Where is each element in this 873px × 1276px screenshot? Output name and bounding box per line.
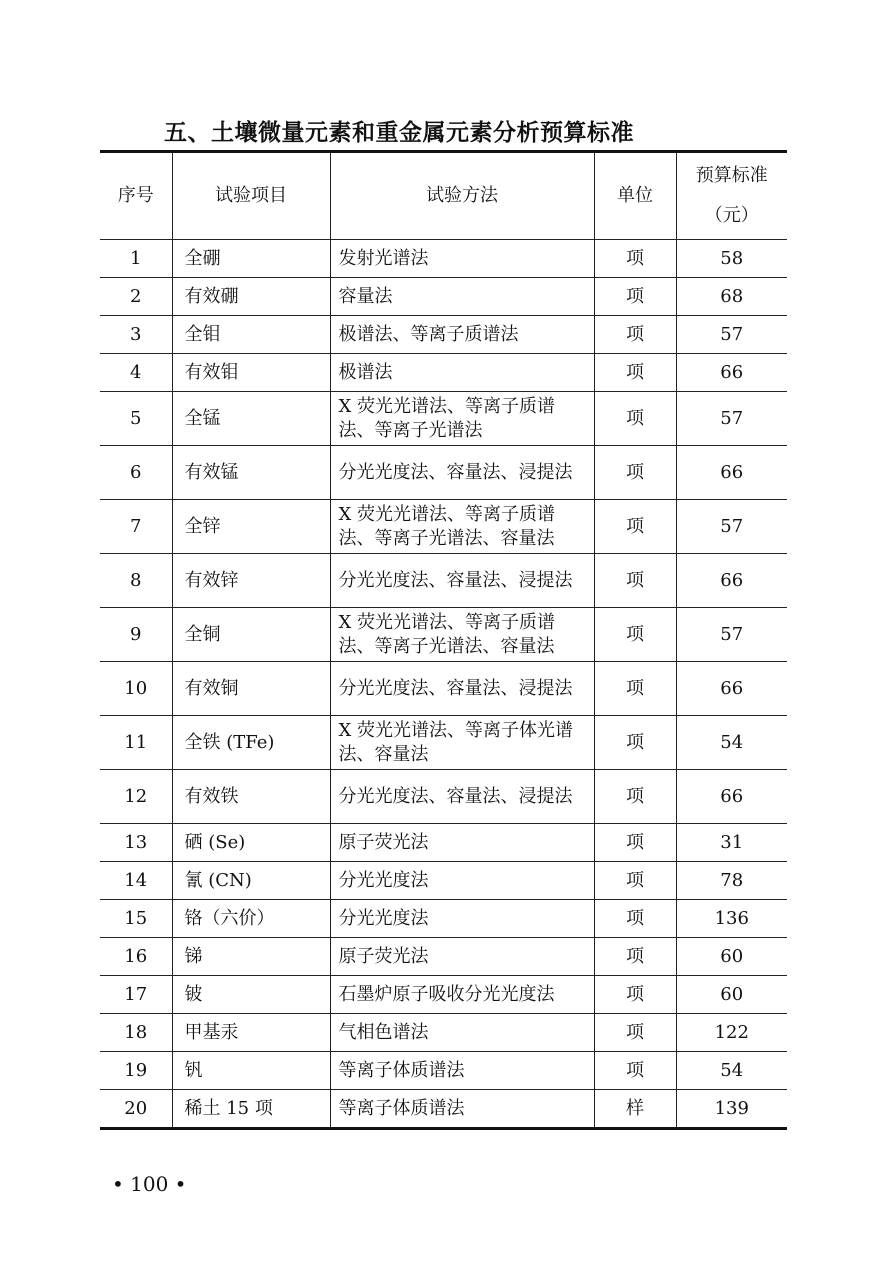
table-row (100, 662, 787, 716)
table-row (100, 392, 787, 446)
cell-method: X 荧光光谱法、等离子质谱法、等离子光谱法、容量法 (330, 500, 594, 554)
cell-no: 1 (100, 240, 172, 278)
cell-no: 14 (100, 862, 172, 900)
cell-item: 有效铁 (172, 770, 330, 824)
cell-item: 有效锌 (172, 554, 330, 608)
cell-unit: 项 (594, 770, 676, 824)
cell-price: 57 (676, 608, 787, 662)
cell-item: 锑 (172, 938, 330, 976)
table-row (100, 938, 787, 976)
cell-method: 分光光度法 (330, 862, 594, 900)
cell-item: 全硼 (172, 240, 330, 278)
cell-no: 8 (100, 554, 172, 608)
cell-price: 60 (676, 938, 787, 976)
cell-method: 分光光度法 (330, 900, 594, 938)
cell-unit: 项 (594, 1014, 676, 1052)
table-row (100, 1090, 787, 1129)
cell-no: 4 (100, 354, 172, 392)
cell-no: 18 (100, 1014, 172, 1052)
cell-no: 12 (100, 770, 172, 824)
cell-unit: 项 (594, 824, 676, 862)
cell-price: 66 (676, 770, 787, 824)
cell-item: 氰 (CN) (172, 862, 330, 900)
cell-method: 发射光谱法 (330, 240, 594, 278)
table-header-row (100, 152, 787, 240)
cell-method: X 荧光光谱法、等离子质谱法、等离子光谱法、容量法 (330, 608, 594, 662)
table-row (100, 554, 787, 608)
cell-no: 7 (100, 500, 172, 554)
cell-method: 原子荧光法 (330, 824, 594, 862)
cell-no: 19 (100, 1052, 172, 1090)
cell-price: 57 (676, 500, 787, 554)
table-row (100, 1052, 787, 1090)
table-row (100, 316, 787, 354)
cell-item: 全锰 (172, 392, 330, 446)
cell-method: 气相色谱法 (330, 1014, 594, 1052)
cell-unit: 项 (594, 976, 676, 1014)
table-row (100, 608, 787, 662)
cell-price: 66 (676, 446, 787, 500)
cell-method: X 荧光光谱法、等离子体光谱法、容量法 (330, 716, 594, 770)
cell-item: 钒 (172, 1052, 330, 1090)
table-row (100, 354, 787, 392)
cell-price: 31 (676, 824, 787, 862)
table-row (100, 500, 787, 554)
cell-price: 122 (676, 1014, 787, 1052)
table-row (100, 446, 787, 500)
cell-method: 原子荧光法 (330, 938, 594, 976)
table-row (100, 1014, 787, 1052)
cell-item: 甲基汞 (172, 1014, 330, 1052)
cell-method: 分光光度法、容量法、浸提法 (330, 770, 594, 824)
cell-item: 全铁 (TFe) (172, 716, 330, 770)
cell-item: 铬（六价） (172, 900, 330, 938)
cell-unit: 项 (594, 900, 676, 938)
cell-unit: 项 (594, 608, 676, 662)
cell-method: X 荧光光谱法、等离子质谱法、等离子光谱法 (330, 392, 594, 446)
cell-method: 分光光度法、容量法、浸提法 (330, 446, 594, 500)
table-row (100, 900, 787, 938)
cell-method: 等离子体质谱法 (330, 1052, 594, 1090)
cell-item: 稀土 15 项 (172, 1090, 330, 1129)
header-price-line2: （元） (704, 205, 759, 226)
cell-price: 54 (676, 716, 787, 770)
cell-unit: 项 (594, 354, 676, 392)
cell-price: 66 (676, 354, 787, 392)
cell-no: 10 (100, 662, 172, 716)
cell-unit: 项 (594, 938, 676, 976)
table-row (100, 976, 787, 1014)
cell-unit: 项 (594, 278, 676, 316)
cell-no: 16 (100, 938, 172, 976)
cell-price: 57 (676, 316, 787, 354)
cell-item: 有效钼 (172, 354, 330, 392)
header-price-line1: 预算标准 (695, 165, 768, 186)
header-price (676, 152, 787, 240)
cell-method: 石墨炉原子吸收分光光度法 (330, 976, 594, 1014)
cell-price: 139 (676, 1090, 787, 1129)
cell-unit: 项 (594, 662, 676, 716)
table-row (100, 824, 787, 862)
cell-price: 78 (676, 862, 787, 900)
cell-no: 2 (100, 278, 172, 316)
cell-item: 有效锰 (172, 446, 330, 500)
header-item: 试验项目 (172, 152, 330, 240)
cell-no: 9 (100, 608, 172, 662)
cell-item: 有效铜 (172, 662, 330, 716)
page-number: • 100 • (112, 1172, 187, 1196)
header-method: 试验方法 (330, 152, 594, 240)
cell-item: 硒 (Se) (172, 824, 330, 862)
cell-no: 13 (100, 824, 172, 862)
cell-no: 5 (100, 392, 172, 446)
cell-no: 15 (100, 900, 172, 938)
cell-no: 3 (100, 316, 172, 354)
cell-unit: 项 (594, 716, 676, 770)
cell-method: 分光光度法、容量法、浸提法 (330, 662, 594, 716)
table-row (100, 770, 787, 824)
cell-unit: 项 (594, 446, 676, 500)
cell-unit: 样 (594, 1090, 676, 1129)
cell-price: 58 (676, 240, 787, 278)
cell-price: 57 (676, 392, 787, 446)
cell-method: 容量法 (330, 278, 594, 316)
page-title: 五、土壤微量元素和重金属元素分析预算标准 (164, 120, 634, 146)
cell-unit: 项 (594, 554, 676, 608)
table-row (100, 240, 787, 278)
cell-item: 全铜 (172, 608, 330, 662)
cell-no: 20 (100, 1090, 172, 1129)
budget-table (100, 150, 787, 1130)
cell-no: 11 (100, 716, 172, 770)
header-unit: 单位 (594, 152, 676, 240)
table-row (100, 716, 787, 770)
cell-price: 66 (676, 554, 787, 608)
cell-no: 17 (100, 976, 172, 1014)
cell-no: 6 (100, 446, 172, 500)
cell-item: 铍 (172, 976, 330, 1014)
header-no: 序号 (100, 152, 172, 240)
cell-unit: 项 (594, 1052, 676, 1090)
cell-price: 66 (676, 662, 787, 716)
cell-unit: 项 (594, 392, 676, 446)
cell-price: 136 (676, 900, 787, 938)
cell-price: 68 (676, 278, 787, 316)
cell-price: 54 (676, 1052, 787, 1090)
cell-price: 60 (676, 976, 787, 1014)
table-row (100, 278, 787, 316)
cell-method: 极谱法 (330, 354, 594, 392)
cell-item: 有效硼 (172, 278, 330, 316)
table-row (100, 862, 787, 900)
cell-method: 极谱法、等离子质谱法 (330, 316, 594, 354)
cell-unit: 项 (594, 240, 676, 278)
cell-item: 全锌 (172, 500, 330, 554)
cell-item: 全钼 (172, 316, 330, 354)
cell-method: 分光光度法、容量法、浸提法 (330, 554, 594, 608)
cell-unit: 项 (594, 500, 676, 554)
cell-method: 等离子体质谱法 (330, 1090, 594, 1129)
cell-unit: 项 (594, 316, 676, 354)
cell-unit: 项 (594, 862, 676, 900)
